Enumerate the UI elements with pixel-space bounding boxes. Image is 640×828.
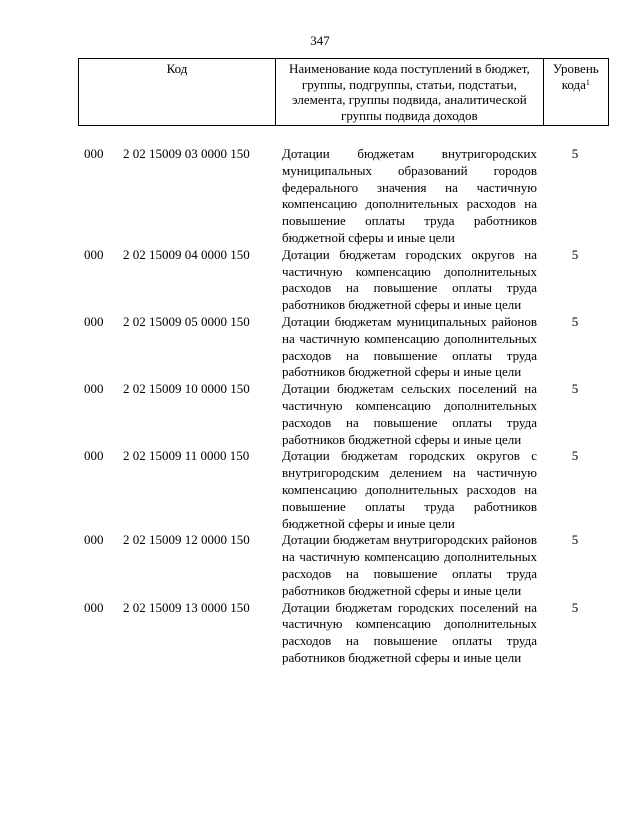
revenue-code: 2 02 15009 10 0000 150 xyxy=(123,381,250,397)
revenue-code: 2 02 15009 13 0000 150 xyxy=(123,599,250,615)
header-level xyxy=(543,59,608,126)
code-level: 5 xyxy=(571,246,579,262)
revenue-name: Дотации бюджетам городских поселений на частичную компенсацию дополнительных расходов на повышение оплаты труда работников бюджетной сферы и иные цели xyxy=(282,599,537,665)
revenue-code: 2 02 15009 04 0000 150 xyxy=(123,246,250,262)
code-level: 5 xyxy=(571,532,579,548)
code-level: 5 xyxy=(571,313,579,329)
code-level: 5 xyxy=(571,146,579,161)
admin-code: 000 xyxy=(84,532,104,548)
table-row xyxy=(84,600,604,667)
table-row xyxy=(84,146,604,247)
admin-code: 000 xyxy=(84,246,104,262)
table-row xyxy=(84,532,604,599)
table-row xyxy=(84,448,604,532)
revenue-name: Дотации бюджетам муниципальных районов на частичную компенсацию дополнительных расходов на повышение оплаты труда работников бюджетной сферы и иные цели xyxy=(282,313,537,380)
revenue-name: Дотации бюджетам городских округов с внутригородским делением на частичную компенсацию дополнительных расходов на повышение оплаты труда работников бюджетной сферы и иные цели xyxy=(282,448,537,531)
table-header xyxy=(78,58,609,126)
revenue-code: 2 02 15009 05 0000 150 xyxy=(123,313,250,329)
admin-code: 000 xyxy=(84,448,104,464)
table-row xyxy=(84,314,604,381)
table-row xyxy=(84,381,604,448)
revenue-name: Дотации бюджетам внутригородских районов на частичную компенсацию дополнительных расходов на повышение оплаты труда работников бюджетной сферы и иные цели xyxy=(282,532,537,598)
header-code-label: Код xyxy=(166,61,188,76)
revenue-code: 2 02 15009 03 0000 150 xyxy=(123,146,250,161)
code-level: 5 xyxy=(571,599,579,615)
revenue-code: 2 02 15009 11 0000 150 xyxy=(123,448,250,464)
admin-code: 000 xyxy=(84,599,104,615)
code-level: 5 xyxy=(571,448,579,464)
admin-code: 000 xyxy=(84,146,104,161)
admin-code: 000 xyxy=(84,313,104,329)
header-name-label: Наименование кода поступлений в бюджет, группы, подгруппы, статьи, подстатьи, элемента, группы подвида, аналитической группы подвида доходов xyxy=(288,61,530,123)
revenue-code: 2 02 15009 12 0000 150 xyxy=(123,532,250,548)
header-level-label: Уровень кода xyxy=(552,61,599,92)
header-row xyxy=(79,59,609,126)
admin-code: 000 xyxy=(84,381,104,397)
revenue-name: Дотации бюджетам сельских поселений на частичную компенсацию дополнительных расходов на повышение оплаты труда работников бюджетной сферы и иные цели xyxy=(282,381,537,447)
table-body xyxy=(84,146,604,667)
revenue-name: Дотации бюджетам городских округов на частичную компенсацию дополнительных расходов на повышение оплаты труда работников бюджетной сферы и иные цели xyxy=(282,246,537,313)
revenue-name: Дотации бюджетам внутригородских муниципальных образований городов федерального значения на частичную компенсацию дополнительных расходов на повышение оплаты труда работников бюджетной сферы и иные цели xyxy=(282,146,537,245)
footnote-marker: 1 xyxy=(585,77,590,87)
code-level: 5 xyxy=(571,381,579,397)
header-code xyxy=(79,59,276,126)
page-number: 347 xyxy=(310,33,330,48)
header-name xyxy=(276,59,544,126)
table-row xyxy=(84,247,604,314)
